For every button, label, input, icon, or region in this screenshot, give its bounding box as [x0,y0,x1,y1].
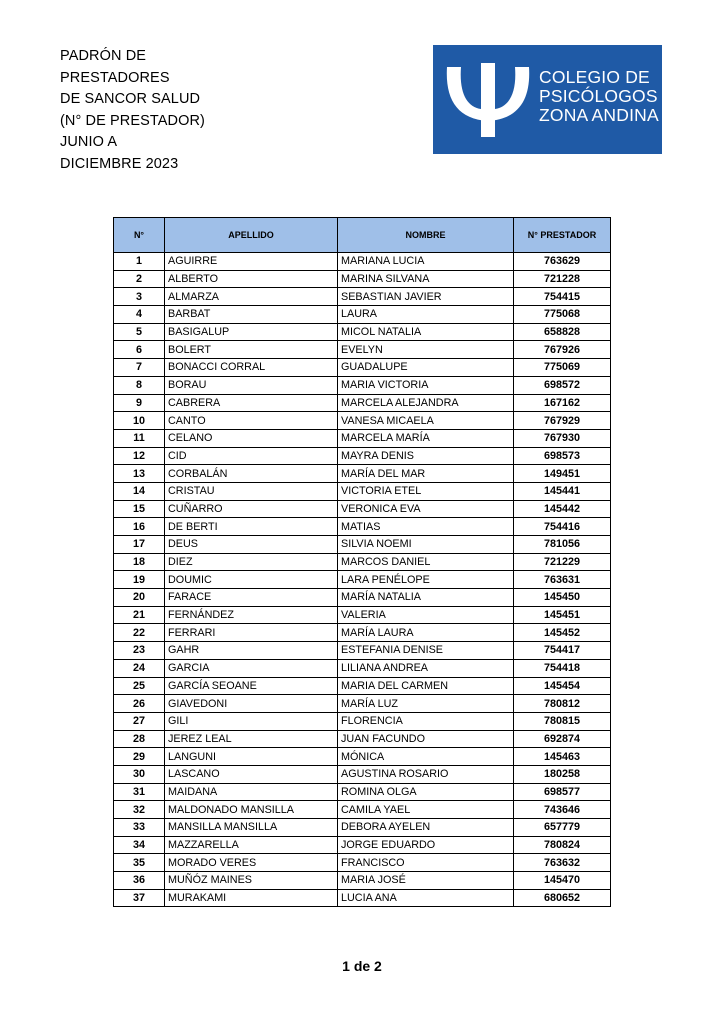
provider-number-cell: 763632 [514,854,611,872]
provider-number-cell: 780815 [514,712,611,730]
provider-number-cell: 145470 [514,872,611,890]
table-row [114,642,611,660]
row-number: 2 [114,270,165,288]
row-number: 33 [114,819,165,837]
table-row [114,412,611,430]
row-number: 35 [114,854,165,872]
provider-number-cell: 721228 [514,270,611,288]
row-number: 1 [114,253,165,271]
first-name-cell: MARÍA NATALIA [338,589,514,607]
table-row [114,253,611,271]
first-name-cell: LARA PENÉLOPE [338,571,514,589]
surname-cell: CORBALÁN [165,465,338,483]
row-number: 8 [114,376,165,394]
provider-number-cell: 145442 [514,500,611,518]
row-number: 19 [114,571,165,589]
first-name-cell: MARCELA MARÍA [338,429,514,447]
surname-cell: BONACCI CORRAL [165,359,338,377]
first-name-cell: GUADALUPE [338,359,514,377]
table-row [114,306,611,324]
first-name-cell: SEBASTIAN JAVIER [338,288,514,306]
row-number: 12 [114,447,165,465]
surname-cell: MALDONADO MANSILLA [165,801,338,819]
row-number: 7 [114,359,165,377]
row-number: 6 [114,341,165,359]
row-number: 13 [114,465,165,483]
provider-number-cell: 145441 [514,482,611,500]
provider-number-cell: 754418 [514,659,611,677]
provider-number-cell: 658828 [514,323,611,341]
first-name-cell: LILIANA ANDREA [338,659,514,677]
surname-cell: FARACE [165,589,338,607]
first-name-cell: MARIA JOSÉ [338,872,514,890]
provider-number-cell: 145451 [514,606,611,624]
first-name-cell: ROMINA OLGA [338,783,514,801]
provider-number-cell: 780824 [514,836,611,854]
page-number: 1 de 2 [342,958,382,974]
provider-number-cell: 754415 [514,288,611,306]
first-name-cell: LUCIA ANA [338,889,514,907]
provider-number-cell: 698572 [514,376,611,394]
row-number: 3 [114,288,165,306]
table-row [114,730,611,748]
table-body [114,253,611,907]
first-name-cell: CAMILA YAEL [338,801,514,819]
logo-text [539,68,659,125]
provider-number-cell: 781056 [514,536,611,554]
first-name-cell: DEBORA AYELEN [338,819,514,837]
first-name-cell: MARCOS DANIEL [338,553,514,571]
table-row [114,359,611,377]
table-row [114,447,611,465]
table-row [114,748,611,766]
provider-number-cell: 145454 [514,677,611,695]
row-number: 28 [114,730,165,748]
provider-number-cell: 754417 [514,642,611,660]
table-row [114,677,611,695]
table-row [114,465,611,483]
row-number: 11 [114,429,165,447]
title-line: DE SANCOR SALUD [60,91,201,107]
table-row [114,624,611,642]
first-name-cell: MARIANA LUCIA [338,253,514,271]
row-number: 14 [114,482,165,500]
provider-number-cell: 657779 [514,819,611,837]
first-name-cell: MARINA SILVANA [338,270,514,288]
surname-cell: ALMARZA [165,288,338,306]
surname-cell: CUÑARRO [165,500,338,518]
surname-cell: MUÑÓZ MAINES [165,872,338,890]
surname-cell: AGUIRRE [165,253,338,271]
surname-cell: GARCIA [165,659,338,677]
surname-cell: CELANO [165,429,338,447]
provider-number-cell: 767930 [514,429,611,447]
title-line: (N° DE PRESTADOR) [60,112,205,129]
table-row [114,482,611,500]
surname-cell: CRISTAU [165,482,338,500]
provider-number-cell: 721229 [514,553,611,571]
first-name-cell: MARÍA LUZ [338,695,514,713]
surname-cell: DIEZ [165,553,338,571]
provider-number-cell: 763631 [514,571,611,589]
first-name-cell: AGUSTINA ROSARIO [338,765,514,783]
first-name-cell: ESTEFANIA DENISE [338,642,514,660]
first-name-cell: MARÍA LAURA [338,624,514,642]
college-logo [433,45,662,154]
column-header-provider-number: N° PRESTADOR [514,218,611,253]
first-name-cell: MICOL NATALIA [338,323,514,341]
surname-cell: DOUMIC [165,571,338,589]
surname-cell: GARCÍA SEOANE [165,677,338,695]
first-name-cell: JORGE EDUARDO [338,836,514,854]
table-row [114,801,611,819]
first-name-cell: MATIAS [338,518,514,536]
surname-cell: GIAVEDONI [165,695,338,713]
surname-cell: BASIGALUP [165,323,338,341]
surname-cell: BORAU [165,376,338,394]
row-number: 21 [114,606,165,624]
title-line: JUNIO A [60,134,118,150]
first-name-cell: FLORENCIA [338,712,514,730]
provider-number-cell: 145450 [514,589,611,607]
surname-cell: LASCANO [165,765,338,783]
first-name-cell: VICTORIA ETEL [338,482,514,500]
surname-cell: MAZZARELLA [165,836,338,854]
surname-cell: MAIDANA [165,783,338,801]
table-row [114,518,611,536]
table-row [114,429,611,447]
table-row [114,536,611,554]
row-number: 25 [114,677,165,695]
table-row [114,394,611,412]
table-row [114,589,611,607]
provider-number-cell: 145463 [514,748,611,766]
provider-number-cell: 180258 [514,765,611,783]
row-number: 18 [114,553,165,571]
first-name-cell: MARCELA ALEJANDRA [338,394,514,412]
first-name-cell: VALERIA [338,606,514,624]
first-name-cell: SILVIA NOEMI [338,536,514,554]
table-row [114,872,611,890]
surname-cell: LANGUNI [165,748,338,766]
provider-number-cell: 145452 [514,624,611,642]
row-number: 15 [114,500,165,518]
table-header-row [114,218,611,253]
first-name-cell: VERONICA EVA [338,500,514,518]
surname-cell: FERNÁNDEZ [165,606,338,624]
surname-cell: DE BERTI [165,518,338,536]
row-number: 36 [114,872,165,890]
first-name-cell: JUAN FACUNDO [338,730,514,748]
table-row [114,500,611,518]
surname-cell: ALBERTO [165,270,338,288]
row-number: 32 [114,801,165,819]
surname-cell: MURAKAMI [165,889,338,907]
row-number: 37 [114,889,165,907]
surname-cell: CID [165,447,338,465]
surname-cell: GILI [165,712,338,730]
provider-number-cell: 780812 [514,695,611,713]
surname-cell: CANTO [165,412,338,430]
table-row [114,376,611,394]
table-row [114,712,611,730]
title-line: PADRÓN DE [60,48,147,64]
first-name-cell: MÓNICA [338,748,514,766]
table-row [114,819,611,837]
provider-number-cell: 680652 [514,889,611,907]
table-row [114,571,611,589]
surname-cell: DEUS [165,536,338,554]
logo-line: COLEGIO DE [539,67,650,87]
title-line: DICIEMBRE 2023 [60,155,179,172]
surname-cell: MANSILLA MANSILLA [165,819,338,837]
first-name-cell: FRANCISCO [338,854,514,872]
provider-number-cell: 775068 [514,306,611,324]
first-name-cell: VANESA MICAELA [338,412,514,430]
provider-number-cell: 775069 [514,359,611,377]
provider-number-cell: 167162 [514,394,611,412]
surname-cell: FERRARI [165,624,338,642]
table-row [114,783,611,801]
row-number: 17 [114,536,165,554]
column-header-name: NOMBRE [338,218,514,253]
first-name-cell: MARIA DEL CARMEN [338,677,514,695]
table-row [114,606,611,624]
table-row [114,836,611,854]
psi-symbol-icon [443,59,533,139]
provider-number-cell: 698573 [514,447,611,465]
row-number: 27 [114,712,165,730]
document-title [60,46,205,175]
table-row [114,889,611,907]
row-number: 23 [114,642,165,660]
row-number: 22 [114,624,165,642]
table-row [114,323,611,341]
table-row [114,553,611,571]
row-number: 29 [114,748,165,766]
provider-number-cell: 698577 [514,783,611,801]
logo-line: ZONA ANDINA [539,105,659,125]
table-row [114,288,611,306]
surname-cell: BARBAT [165,306,338,324]
first-name-cell: LAURA [338,306,514,324]
surname-cell: CABRERA [165,394,338,412]
surname-cell: MORADO VERES [165,854,338,872]
provider-number-cell: 767926 [514,341,611,359]
row-number: 34 [114,836,165,854]
column-header-surname: APELLIDO [165,218,338,253]
row-number: 9 [114,394,165,412]
first-name-cell: MARIA VICTORIA [338,376,514,394]
first-name-cell: MARÍA DEL MAR [338,465,514,483]
provider-number-cell: 767929 [514,412,611,430]
provider-table [113,217,611,907]
row-number: 16 [114,518,165,536]
row-number: 30 [114,765,165,783]
table-row [114,695,611,713]
table-row [114,854,611,872]
provider-number-cell: 692874 [514,730,611,748]
row-number: 31 [114,783,165,801]
row-number: 5 [114,323,165,341]
row-number: 4 [114,306,165,324]
surname-cell: GAHR [165,642,338,660]
surname-cell: JEREZ LEAL [165,730,338,748]
title-line: PRESTADORES [60,69,170,86]
row-number: 10 [114,412,165,430]
logo-line: PSICÓLOGOS [539,86,658,106]
provider-number-cell: 763629 [514,253,611,271]
first-name-cell: MAYRA DENIS [338,447,514,465]
row-number: 20 [114,589,165,607]
column-header-number: N° [114,218,165,253]
first-name-cell: EVELYN [338,341,514,359]
table-row [114,270,611,288]
provider-number-cell: 754416 [514,518,611,536]
provider-number-cell: 149451 [514,465,611,483]
row-number: 26 [114,695,165,713]
provider-number-cell: 743646 [514,801,611,819]
table-row [114,341,611,359]
row-number: 24 [114,659,165,677]
table-row [114,765,611,783]
surname-cell: BOLERT [165,341,338,359]
table-row [114,659,611,677]
